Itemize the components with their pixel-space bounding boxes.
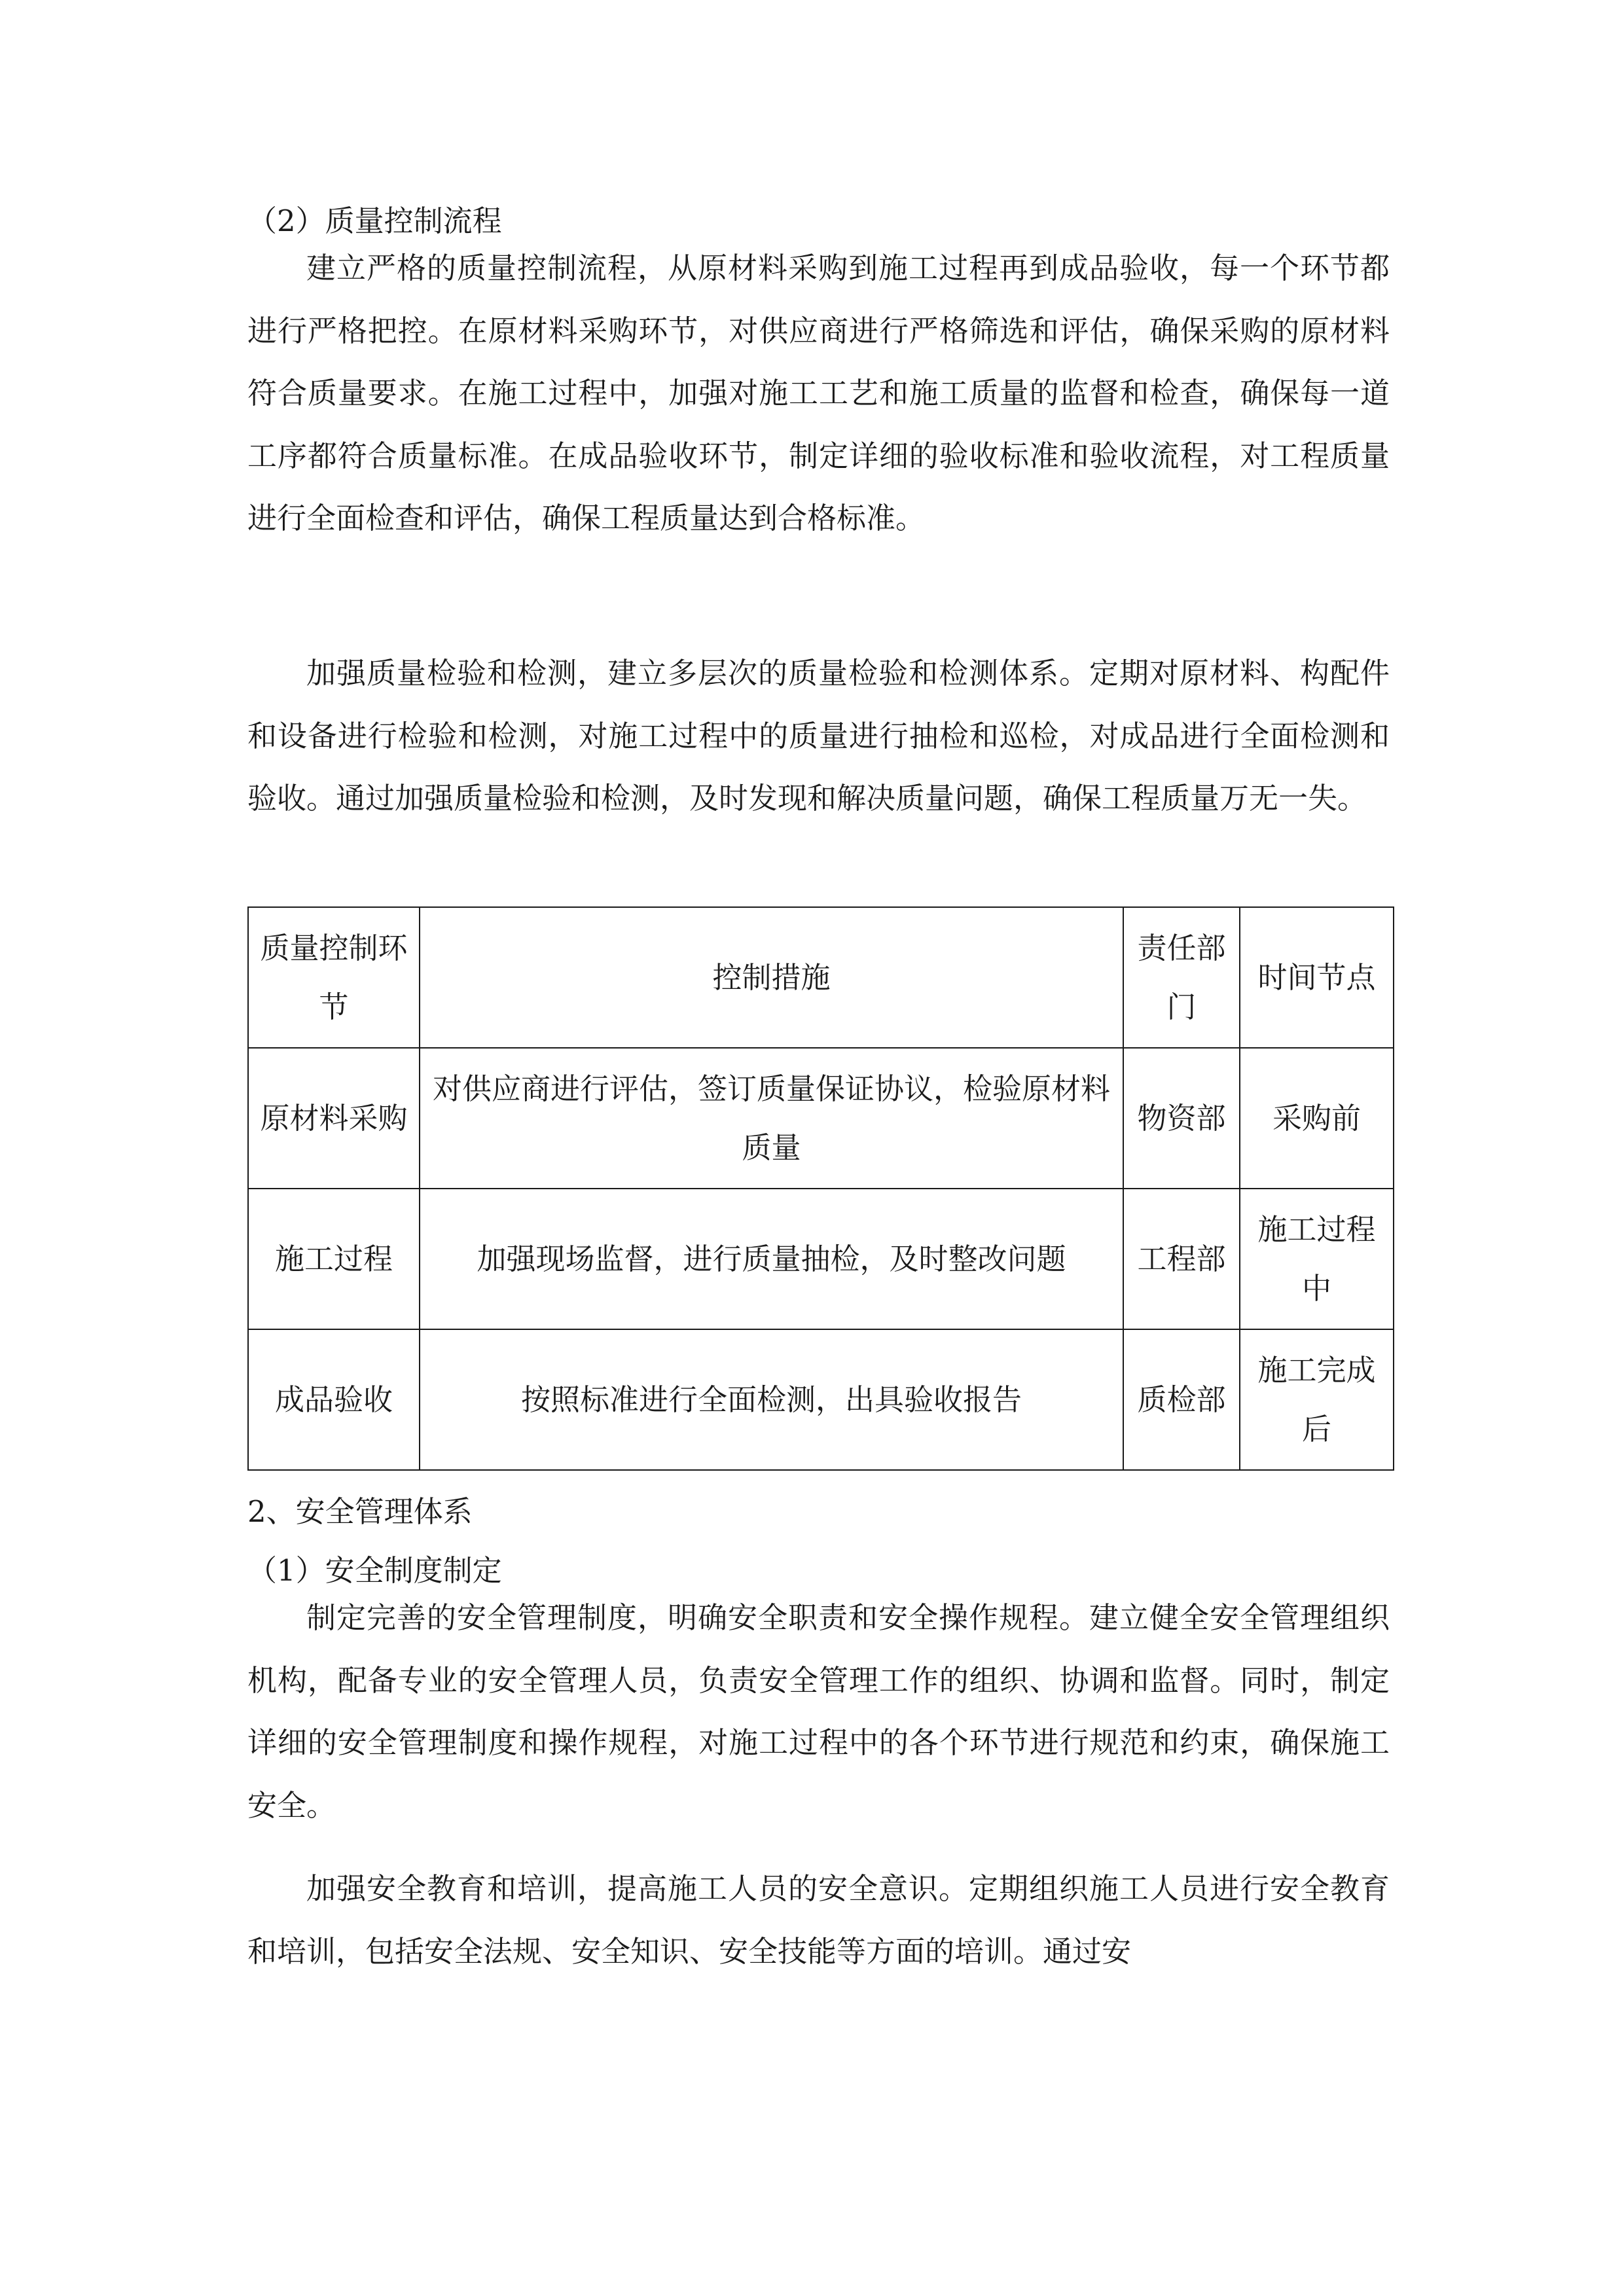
paragraph-safety-training: 加强安全教育和培训，提高施工人员的安全意识。定期组织施工人员进行安全教育和培训，包括安全法规、安全知识、安全技能等方面的培训。通过安 [247,1871,1390,1969]
table-cell: 工程部 [1123,1189,1240,1329]
table-cell: 施工完成后 [1240,1329,1394,1470]
table-cell: 质检部 [1123,1329,1240,1470]
quality-control-table [247,906,1394,1471]
table-header-row [248,907,1394,1048]
paragraph-quality-inspection: 加强质量检验和检测，建立多层次的质量检验和检测体系。定期对原材料、构配件和设备进行检验和检测，对施工过程中的质量进行抽检和巡检，对成品进行全面检测和验收。通过加强质量检验和检测，及时发现和解决质量问题，确保工程质量万无一失。 [247,656,1390,816]
table-cell: 施工过程 [248,1189,420,1329]
table-cell: 物资部 [1123,1048,1240,1189]
table-header-cell: 时间节点 [1240,907,1394,1048]
section-heading-quality-control-process: （2）质量控制流程 [247,204,502,238]
table-cell: 加强现场监督，进行质量抽检，及时整改问题 [420,1189,1123,1329]
table-header-cell: 责任部门 [1123,907,1240,1048]
table-cell: 采购前 [1240,1048,1394,1189]
table-row [248,1189,1394,1329]
table-cell: 施工过程中 [1240,1189,1394,1329]
paragraph-safety-rules: 制定完善的安全管理制度，明确安全职责和安全操作规程。建立健全安全管理组织机构，配备专业的安全管理人员，负责安全管理工作的组织、协调和监督。同时，制定详细的安全管理制度和操作规程，对施工过程中的各个环节进行规范和约束，确保施工安全。 [247,1600,1390,1823]
section-heading-safety-rules: （1）安全制度制定 [247,1553,502,1588]
table-cell: 按照标准进行全面检测，出具验收报告 [420,1329,1123,1470]
section-heading-safety-management: 2、安全管理体系 [247,1494,473,1529]
table-header-cell: 质量控制环节 [248,907,420,1048]
paragraph-quality-control-process: 建立严格的质量控制流程，从原材料采购到施工过程再到成品验收，每一个环节都进行严格把控。在原材料采购环节，对供应商进行严格筛选和评估，确保采购的原材料符合质量要求。在施工过程中，加强对施工工艺和施工质量的监督和检查，确保每一道工序都符合质量标准。在成品验收环节，制定详细的验收标准和验收流程，对工程质量进行全面检查和评估，确保工程质量达到合格标准。 [247,251,1390,535]
table-cell: 原材料采购 [248,1048,420,1189]
table-header-cell: 控制措施 [420,907,1123,1048]
table-cell: 成品验收 [248,1329,420,1470]
table-cell: 对供应商进行评估，签订质量保证协议，检验原材料质量 [420,1048,1123,1189]
table-row [248,1329,1394,1470]
table-row [248,1048,1394,1189]
